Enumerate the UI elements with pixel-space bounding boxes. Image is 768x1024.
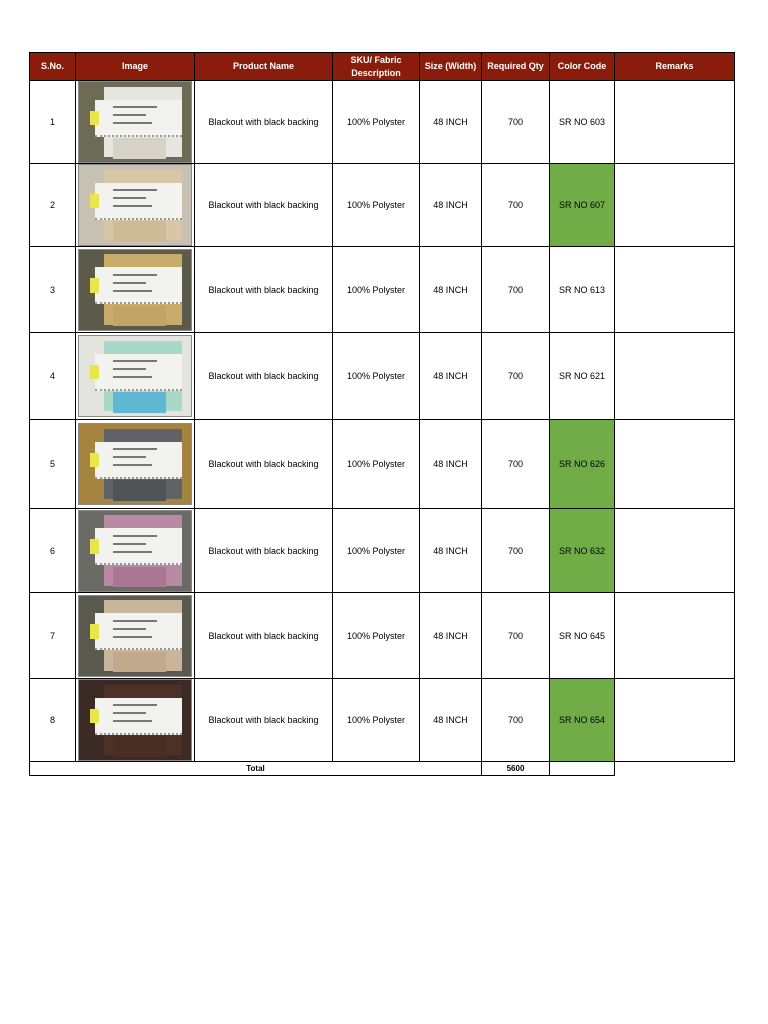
cell-remarks (615, 593, 735, 679)
cell-qty: 700 (482, 333, 550, 420)
cell-sno: 1 (30, 81, 76, 164)
cell-qty: 700 (482, 81, 550, 164)
cell-size: 48 INCH (420, 164, 482, 247)
cell-size: 48 INCH (420, 593, 482, 679)
fabric-sample-image (78, 335, 192, 417)
cell-color-code: SR NO 613 (550, 247, 615, 333)
cell-size: 48 INCH (420, 509, 482, 593)
cell-color-code: SR NO 621 (550, 333, 615, 420)
cell-product-name: Blackout with black backing (195, 81, 333, 164)
cell-sno: 2 (30, 164, 76, 247)
cell-size: 48 INCH (420, 81, 482, 164)
cell-sno: 4 (30, 333, 76, 420)
cell-image (76, 247, 195, 333)
cell-sku: 100% Polyster (333, 81, 420, 164)
cell-image (76, 164, 195, 247)
cell-image (76, 509, 195, 593)
cell-product-name: Blackout with black backing (195, 509, 333, 593)
cell-product-name: Blackout with black backing (195, 420, 333, 509)
fabric-sample-image (78, 423, 192, 505)
cell-remarks (615, 164, 735, 247)
cell-sku: 100% Polyster (333, 333, 420, 420)
cell-color-code: SR NO 626 (550, 420, 615, 509)
cell-qty: 700 (482, 247, 550, 333)
cell-color-code: SR NO 654 (550, 679, 615, 762)
cell-sno: 6 (30, 509, 76, 593)
fabric-sample-image (78, 81, 192, 163)
cell-color-code: SR NO 632 (550, 509, 615, 593)
cell-sno: 7 (30, 593, 76, 679)
order-table (29, 52, 735, 776)
fabric-sample-image (78, 249, 192, 331)
cell-qty: 700 (482, 679, 550, 762)
total-label: Total (30, 762, 482, 776)
cell-color-code: SR NO 603 (550, 81, 615, 164)
cell-image (76, 333, 195, 420)
header-sku (333, 53, 420, 81)
header-product-name: Product Name (195, 53, 333, 81)
header-image: Image (76, 53, 195, 81)
cell-sku: 100% Polyster (333, 679, 420, 762)
fabric-sample-image (78, 510, 192, 592)
cell-sku: 100% Polyster (333, 509, 420, 593)
cell-image (76, 420, 195, 509)
fabric-sample-image (78, 679, 192, 761)
total-color-blank (550, 762, 615, 776)
cell-product-name: Blackout with black backing (195, 247, 333, 333)
cell-image (76, 679, 195, 762)
cell-remarks (615, 247, 735, 333)
cell-remarks (615, 333, 735, 420)
cell-sku: 100% Polyster (333, 593, 420, 679)
header-sno: S.No. (30, 53, 76, 81)
header-sku-line2: Description (351, 67, 401, 78)
cell-product-name: Blackout with black backing (195, 333, 333, 420)
table-row (30, 247, 735, 333)
table-row (30, 593, 735, 679)
table-row (30, 81, 735, 164)
header-qty: Required Qty (482, 53, 550, 81)
cell-image (76, 81, 195, 164)
cell-sno: 8 (30, 679, 76, 762)
cell-qty: 700 (482, 593, 550, 679)
header-color-code: Color Code (550, 53, 615, 81)
header-remarks: Remarks (615, 53, 735, 81)
table-row (30, 509, 735, 593)
cell-remarks (615, 679, 735, 762)
cell-product-name: Blackout with black backing (195, 679, 333, 762)
cell-size: 48 INCH (420, 420, 482, 509)
table-row (30, 679, 735, 762)
cell-sku: 100% Polyster (333, 247, 420, 333)
cell-size: 48 INCH (420, 247, 482, 333)
cell-qty: 700 (482, 509, 550, 593)
cell-product-name: Blackout with black backing (195, 593, 333, 679)
cell-color-code: SR NO 607 (550, 164, 615, 247)
cell-sku: 100% Polyster (333, 164, 420, 247)
cell-color-code: SR NO 645 (550, 593, 615, 679)
table-body (30, 81, 735, 762)
cell-sku: 100% Polyster (333, 420, 420, 509)
table-row (30, 164, 735, 247)
header-row (30, 53, 735, 81)
table-row (30, 420, 735, 509)
cell-sno: 3 (30, 247, 76, 333)
cell-size: 48 INCH (420, 333, 482, 420)
cell-qty: 700 (482, 420, 550, 509)
total-row (30, 762, 735, 776)
cell-remarks (615, 420, 735, 509)
fabric-sample-image (78, 595, 192, 677)
header-sku-line1: SKU/ Fabric (350, 54, 402, 65)
cell-size: 48 INCH (420, 679, 482, 762)
total-qty: 5600 (482, 762, 550, 776)
total-remarks-blank (615, 762, 735, 776)
table-row (30, 333, 735, 420)
cell-remarks (615, 509, 735, 593)
cell-image (76, 593, 195, 679)
header-size: Size (Width) (420, 53, 482, 81)
cell-qty: 700 (482, 164, 550, 247)
cell-sno: 5 (30, 420, 76, 509)
cell-product-name: Blackout with black backing (195, 164, 333, 247)
cell-remarks (615, 81, 735, 164)
fabric-sample-image (78, 164, 192, 246)
